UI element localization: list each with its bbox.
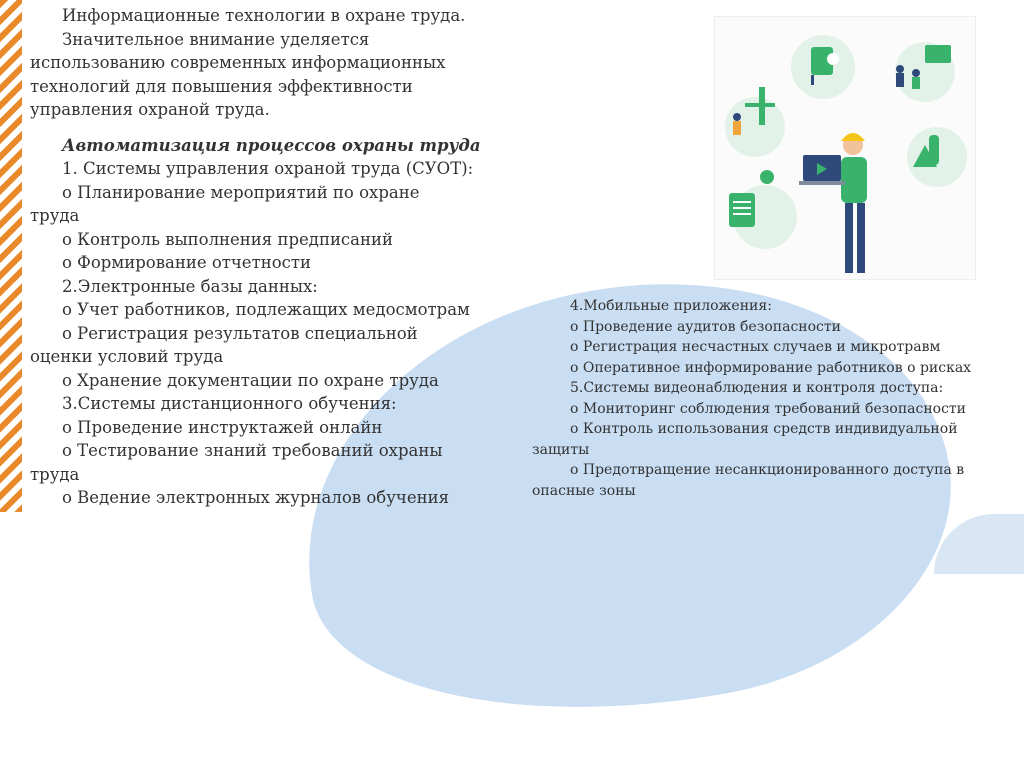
list-item: o Мониторинг соблюдения требований безопасности [570, 400, 967, 417]
list-item: o Хранение документации по охране труда [62, 370, 439, 390]
heading-line: Информационные технологии в охране труда. [62, 6, 466, 25]
list-item: o Контроль использования средств индивидуальной [570, 421, 958, 437]
corner-shape [934, 514, 1024, 574]
list-item: 2.Электронные базы данных: [62, 276, 318, 296]
intro-line: Значительное внимание уделяется [62, 29, 370, 49]
list-item: 3.Системы дистанционного обучения: [62, 394, 397, 413]
list-item: 5.Системы видеонаблюдения и контроля доступа: [570, 380, 944, 396]
list-item: 1. Системы управления охраной труда (СУОТ): [62, 159, 474, 178]
section-title: Автоматизация процессов охраны труда [62, 135, 481, 155]
list-item: 4.Мобильные приложения: [570, 298, 772, 314]
list-item: o Оперативное информирование работников о рисках [570, 359, 972, 376]
intro-line: технологий для повышения эффективности [30, 76, 413, 96]
list-item-continuation: защиты [532, 441, 590, 458]
left-column-text [30, 4, 482, 510]
worker-illustration [714, 16, 976, 280]
list-item: o Формирование отчетности [62, 253, 311, 272]
list-item-continuation: оценки условий труда [30, 347, 224, 366]
list-item: o Предотвращение несанкционированного доступа в [570, 462, 965, 478]
list-item: o Ведение электронных журналов обучения [62, 488, 449, 507]
list-item: o Регистрация несчастных случаев и микротравм [570, 339, 941, 355]
list-item-continuation: труда [30, 206, 80, 225]
list-item: o Учет работников, подлежащих медосмотрам [62, 300, 470, 319]
list-item: o Тестирование знаний требований охраны [62, 441, 443, 460]
list-item: o Проведение инструктажей онлайн [62, 417, 383, 437]
decorative-stripe [0, 0, 22, 512]
intro-line: использованию современных информационных [30, 53, 446, 72]
right-column-text [532, 296, 1002, 501]
list-item: o Регистрация результатов специальной [62, 323, 418, 343]
intro-line: управления охраной труда. [30, 100, 270, 119]
list-item-continuation: опасные зоны [532, 482, 636, 499]
list-item: o Контроль выполнения предписаний [62, 229, 394, 249]
list-item: o Планирование мероприятий по охране [62, 182, 420, 202]
list-item-continuation: труда [30, 464, 80, 484]
list-item: o Проведение аудитов безопасности [570, 318, 841, 335]
